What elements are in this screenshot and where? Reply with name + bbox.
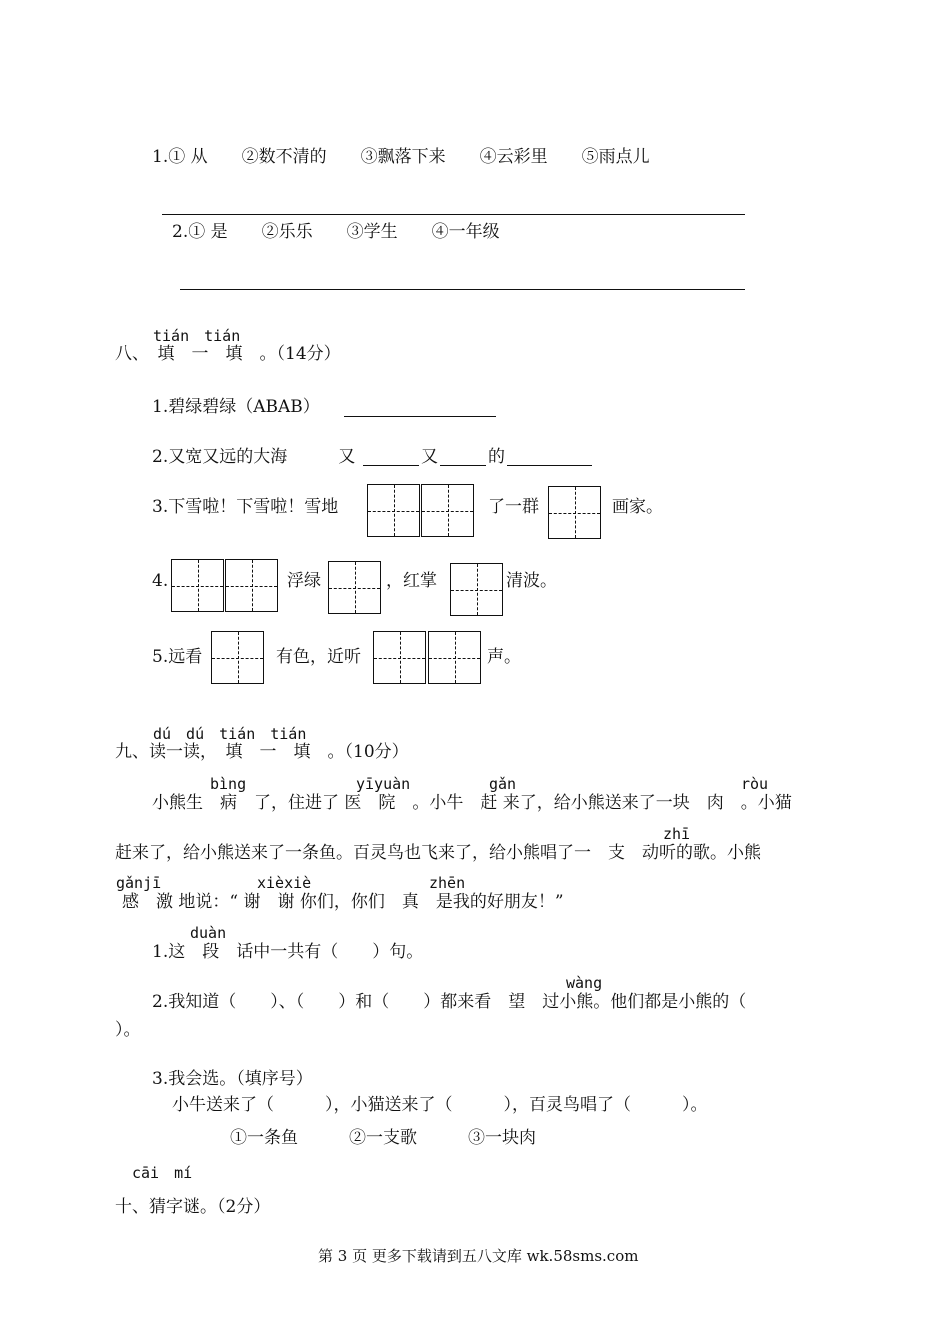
pinyin: wàng	[566, 974, 603, 992]
question-text: ，红掌	[386, 571, 437, 591]
question-text: 1.碧绿碧绿（ABAB）	[152, 397, 320, 417]
answer-line	[162, 214, 745, 215]
page-footer: 第 3 页 更多下载请到五八文库 wk.58sms.com	[318, 1247, 639, 1265]
tianzige-box[interactable]	[328, 561, 381, 614]
sentence-q1: 1.① 从 ②数不清的 ③飘落下来 ④云彩里 ⑤雨点儿	[152, 147, 650, 167]
tianzige-box[interactable]	[367, 484, 420, 537]
pinyin: gǎn	[489, 775, 517, 793]
section-heading: 十、猜字谜。（2分）	[115, 1197, 271, 1217]
question-text: 清波。	[506, 571, 557, 591]
heading-pinyin: dú dú tián tián	[153, 725, 307, 743]
pinyin: yīyuàn	[356, 775, 411, 793]
heading-pinyin: cāi mí	[132, 1164, 193, 1182]
pinyin: duàn	[190, 924, 227, 942]
question-text: 又	[421, 447, 438, 467]
tianzige-box[interactable]	[373, 631, 426, 684]
question-text: 4.	[152, 571, 169, 591]
section-heading: 八、 填 一 填 。（14分）	[115, 344, 341, 364]
question-text: ）。	[115, 1020, 141, 1040]
tianzige-box[interactable]	[428, 631, 481, 684]
section-heading: 九、读一读， 填 一 填 。（10分）	[115, 742, 409, 762]
heading-pinyin: tián tián	[153, 327, 241, 345]
answer-line	[180, 289, 745, 290]
question-text: 声。	[487, 647, 521, 667]
paragraph-line: 赶来了，给小熊送来了一条鱼。百灵鸟也飞来了，给小熊唱了一 支 动听的歌。小熊	[115, 843, 761, 863]
tianzige-box[interactable]	[548, 486, 601, 539]
paragraph-line: 小熊生 病 了，住进了 医 院 。小牛 赶 来了，给小熊送来了一块 肉 。小猫	[152, 793, 792, 813]
question-text: 小牛送来了（ ），小猫送来了（ ），百灵鸟唱了（ ）。	[172, 1095, 708, 1115]
question-text: 了一群	[488, 497, 539, 517]
tianzige-box[interactable]	[225, 559, 278, 612]
paragraph-line: 感 激 地说：“ 谢 谢 你们，你们 真 是我的好朋友！”	[122, 892, 564, 912]
question-text: 2.又宽又远的大海 又	[152, 447, 356, 467]
pinyin: zhēn	[429, 874, 466, 892]
answer-blank[interactable]	[344, 416, 496, 417]
question-text: 的	[488, 447, 505, 467]
options-list: ①一条鱼 ②一支歌 ③一块肉	[230, 1128, 536, 1148]
pinyin: bìng	[210, 775, 247, 793]
pinyin: gǎnjī	[116, 874, 162, 892]
pinyin: ròu	[741, 775, 769, 793]
pinyin: zhī	[663, 825, 691, 843]
question-text: 3.下雪啦！下雪啦！雪地	[152, 497, 339, 517]
tianzige-box[interactable]	[211, 631, 264, 684]
question-text: 有色，近听	[276, 647, 361, 667]
question-text: 2.我知道（ ）、（ ）和（ ）都来看 望 过小熊。他们都是小熊的（	[152, 992, 747, 1012]
question-text: 1.这 段 话中一共有（ ）句。	[152, 942, 424, 962]
question-text: 浮绿	[287, 571, 321, 591]
tianzige-box[interactable]	[421, 484, 474, 537]
question-text: 3.我会选。（填序号）	[152, 1069, 313, 1089]
question-text: 5.远看	[152, 647, 203, 667]
answer-blank[interactable]	[440, 465, 486, 466]
tianzige-box[interactable]	[171, 559, 224, 612]
answer-blank[interactable]	[507, 465, 592, 466]
sentence-q2: 2.① 是 ②乐乐 ③学生 ④一年级	[172, 222, 500, 242]
tianzige-box[interactable]	[450, 563, 503, 616]
pinyin: xièxiè	[257, 874, 312, 892]
question-text: 画家。	[612, 497, 663, 517]
answer-blank[interactable]	[363, 465, 419, 466]
